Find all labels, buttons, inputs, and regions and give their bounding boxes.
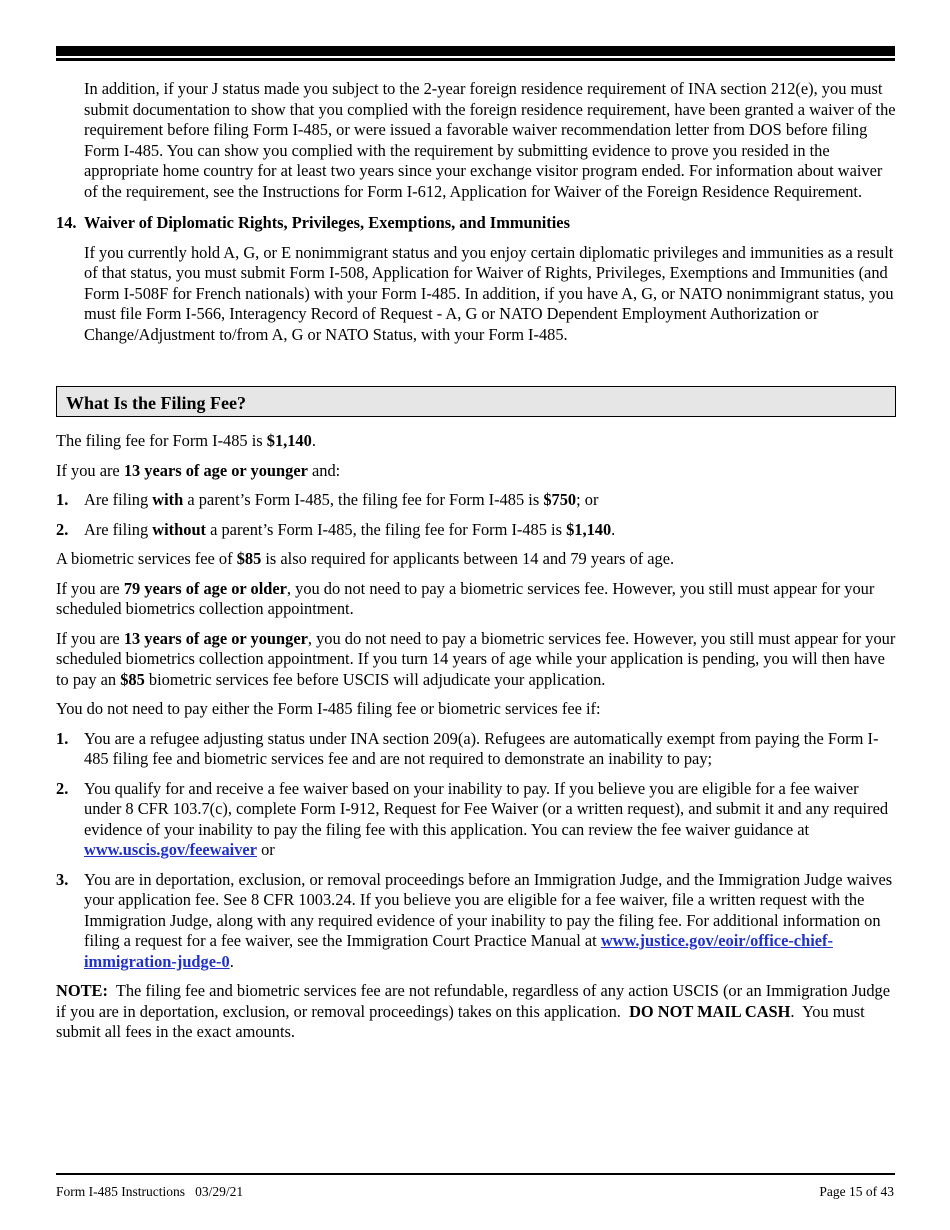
age-line: If you are 13 years of age or younger and:	[56, 460, 341, 480]
item-14-heading	[56, 213, 896, 234]
younger-applicant-paragraph: If you are 13 years of age or younger, you do not need to pay a biometric services fee. However, you still must appear for your scheduled biometrics collection appointment. If you turn 14 years of age while your application is pending, you will then have to pay an $85 biometric services fee before USCIS will adjudicate your application.	[56, 628, 896, 689]
item-14-body: If you currently hold A, G, or E nonimmigrant status and you enjoy certain diplomatic privileges and immunities as a result of that status, you must submit Form I-508, Application for Waiver of Rights, Privileges, Exemptions and Immunities (and Form I-508F for French nationals) with your Form I-485. In addition, if you have A, G, or NATO nonimmigrant status, you must file Form I-566, Interagency Record of Request - A, G or NATO Dependent Employment Authorization or Change/Adjustment to/from A, G or NATO Status, with your Form I-485.	[84, 242, 894, 344]
top-rule-thin	[56, 58, 895, 61]
exemption-intro: You do not need to pay either the Form I-485 filing fee or biometric services fee if:	[56, 699, 601, 718]
exemption-item: 1. You are a refugee adjusting status under INA section 209(a). Refugees are automatically exempt from paying the Form I-485 filing fee and biometric services fee and are not required to demonstrate an inability to pay;	[56, 728, 879, 768]
top-rule-thick	[56, 46, 895, 56]
older-applicant-paragraph: If you are 79 years of age or older, you do not need to pay a biometric services fee. However, you still must appear for your scheduled biometrics collection appointment.	[56, 578, 875, 618]
section-header-filing-fee	[56, 386, 896, 417]
age-item: 1. Are filing with a parent’s Form I-485, the filing fee for Form I-485 is $750; or	[56, 490, 599, 509]
filing-fee-line: The filing fee for Form I-485 is $1,140.	[56, 431, 316, 450]
footer-form-info: Form I-485 Instructions 03/29/21	[56, 1184, 244, 1199]
immigration-judge-link[interactable]: www.justice.gov/eoir/office-chief-immigration-judge-0	[84, 931, 833, 971]
exemption-item: 2. You qualify for and receive a fee waiver based on your inability to pay. If you believe you are eligible for a fee waiver under 8 CFR 103.7(c), complete Form I-912, Request for Fee Waiver (or a written request), and submit it and any required evidence of your inability to pay the filing fee with this application. You can review the fee waiver guidance at www.uscis.gov/feewaiver or	[56, 778, 889, 859]
item-14-number: 14.	[56, 213, 77, 232]
fee-waiver-link[interactable]: www.uscis.gov/feewaiver	[84, 840, 257, 859]
age-item: 2. Are filing without a parent’s Form I-485, the filing fee for Form I-485 is $1,140.	[56, 519, 616, 539]
page-content	[56, 79, 896, 1043]
exemption-item: 3. You are in deportation, exclusion, or removal proceedings before an Immigration Judge, and the Immigration Judge waives your application fee. See 8 CFR 1003.24. If you believe you are eligible for a fee waiver, file a written request with the Immigration Judge, along with any required evidence of your inability to pay the filing fee. For additional information on filing a request for a fee waiver, see the Immigration Court Practice Manual at www.justice.gov/eoir/office-chief-immigration-judge-0.	[56, 869, 893, 971]
biometric-fee-line: A biometric services fee of $85 is also required for applicants between 14 and 79 years of age.	[56, 549, 675, 568]
note-paragraph: NOTE: The filing fee and biometric services fee are not refundable, regardless of any action USCIS (or an Immigration Judge if you are in deportation, exclusion, or removal proceedings) takes on this application. DO NOT MAIL CASH. You must submit all fees in the exact amounts.	[56, 981, 895, 1041]
section-title: What Is the Filing Fee?	[66, 393, 246, 413]
footer-page-number: Page 15 of 43	[819, 1184, 894, 1199]
item-14-title: Waiver of Diplomatic Rights, Privileges, Exemptions, and Immunities	[84, 213, 570, 232]
footer-rule	[56, 1173, 895, 1175]
continued-paragraph: In addition, if your J status made you subject to the 2-year foreign residence requirement of INA section 212(e), you must submit documentation to show that you complied with the foreign residence requirement, have been granted a waiver of the requirement before filing Form I-485, or were issued a favorable waiver recommendation letter from DOS before filing Form I-485. You can show you complied with the requirement by submitting evidence to prove you resided in the appropriate home country for at least two years since your exchange visitor program ended. For information about waiver of the requirement, see the Instructions for Form I-612, Application for Waiver of the Foreign Residence Requirement.	[84, 79, 896, 201]
